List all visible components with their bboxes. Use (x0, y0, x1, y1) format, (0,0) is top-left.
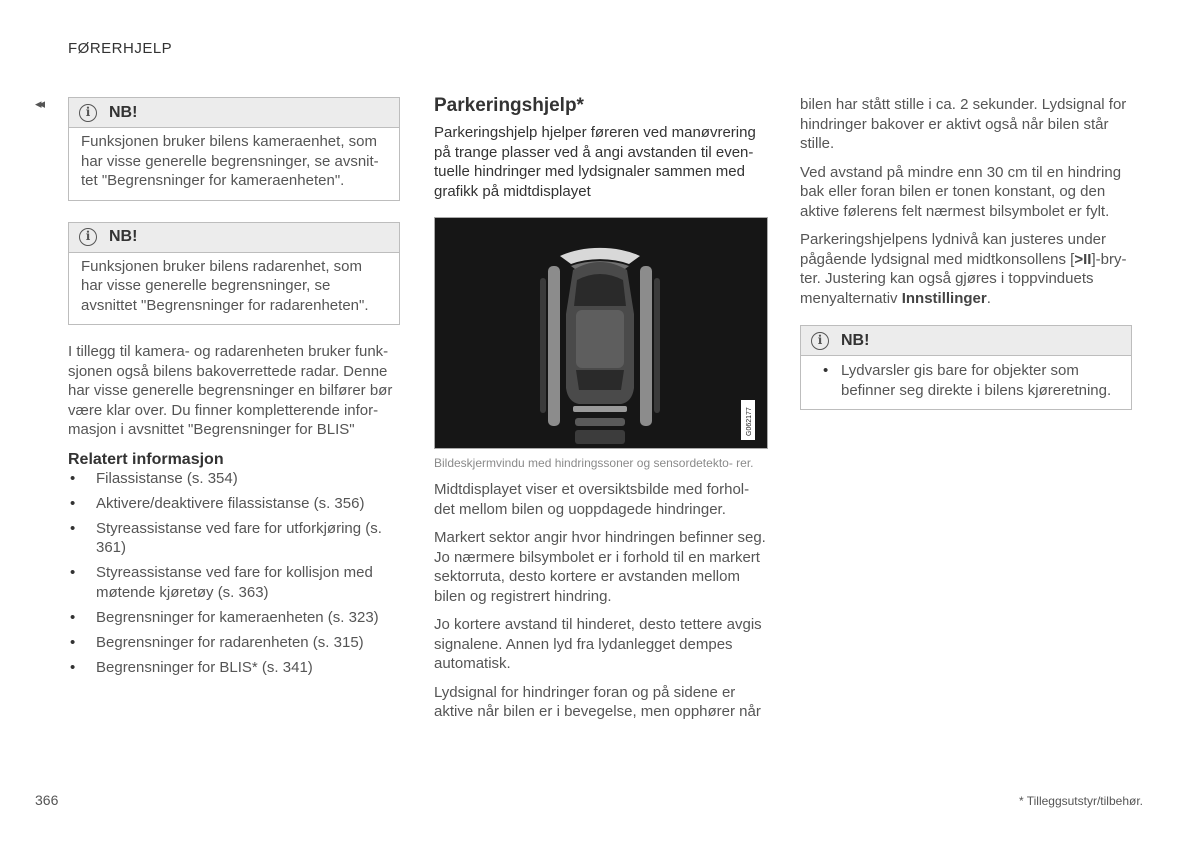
figure-caption: Bildeskjermvindu med hindringssoner og sensordetekto- rer. (434, 456, 754, 470)
note-header (801, 326, 1131, 356)
car-rear-window (576, 370, 624, 390)
note-title: NB! (109, 103, 138, 121)
body-paragraph: Midtdisplayet viser et oversiktsbilde med forhol- det mellom bilen og uoppdagede hindringer. (434, 481, 750, 518)
left-sensor-zone (548, 266, 560, 426)
section-header: FØRERHJELP (68, 40, 173, 57)
lead-paragraph: Parkeringshjelp hjelper føreren ved manøvrering på trange plasser ved å angi avstanden til even- tuelle hindringer med lydsignaler sammen med grafikk på midtdisplayet (434, 124, 756, 200)
note-body (69, 128, 399, 200)
note-item: • Lydvarsler gis bare for objekter som befinner seg direkte i bilens kjøreretning. (813, 361, 1119, 400)
note-list (813, 361, 1119, 400)
column-left (68, 97, 400, 683)
related-info-title: Relatert informasjon (68, 450, 224, 468)
body-paragraph: Lydsignal for hindringer foran og på sidene er aktive når bilen er i bevegelse, men opphører når (434, 683, 761, 720)
related-link[interactable]: • Begrensninger for kameraenheten (s. 323) (68, 608, 400, 628)
related-list (68, 469, 400, 678)
body-paragraph: Ved avstand på mindre enn 30 cm til en hindring bak eller foran bilen er tonen konstant, og den aktive følerens felt nærmest bilsymbolet er fylt. (800, 163, 1122, 220)
car-windshield (574, 274, 626, 306)
footnote: * Tilleggsutstyr/tilbehør. (1018, 794, 1143, 808)
body-paragraph: Jo kortere avstand til hinderet, desto tettere avgis signalene. Annen lyd fra lydanlegget dempes automatisk. (434, 616, 762, 672)
note-body (69, 253, 399, 325)
note-text: Funksjonen bruker bilens kameraenhet, som har visse generelle begrensninger, se avsnit- tet "Begrensninger for kameraenheten". (81, 133, 379, 189)
blis-paragraph: I tillegg til kamera- og radarenheten bruker funk- sjonen også bilens bakoverrettede radar. Denne har visse generelle begrensninger en bilfører bør være klar over. Du finner kompletterende infor- masjon i avsnittet "Begrensninger for BLIS" (68, 343, 393, 438)
body-paragraph: bilen har stått stille i ca. 2 sekunder. Lydsignal for hindringer bakover er aktivt også når bilen står stille. (800, 96, 1127, 152)
note-box-sound (800, 325, 1132, 410)
info-icon: i (811, 332, 829, 350)
volume-paragraph (800, 230, 1132, 308)
related-link[interactable]: • Begrensninger for radarenheten (s. 315) (68, 633, 400, 653)
note-box-camera (68, 97, 400, 201)
back-arrows-icon[interactable]: ◂◂ (35, 96, 43, 111)
info-icon: i (79, 104, 97, 122)
note-header (69, 223, 399, 253)
related-link[interactable]: • Begrensninger for BLIS* (s. 341) (68, 658, 400, 678)
car-roof (576, 310, 624, 368)
note-title: NB! (841, 331, 870, 349)
page-title: Parkeringshjelp* (434, 95, 584, 116)
volume-text-a: Parkeringshjelpens lydnivå kan justeres under pågående lydsignal med midtkonsollens [ (800, 231, 1107, 268)
column-middle (434, 95, 768, 731)
column-right (800, 95, 1132, 410)
note-body (801, 356, 1131, 409)
body-paragraph: Markert sektor angir hvor hindringen befinner seg. Jo nærmere bilsymbolet er i forhold til en markert sektorruta, desto kortere er avstanden mellom bilen og registrert hindring. (434, 529, 766, 605)
related-link[interactable]: • Aktivere/deaktivere filassistanse (s. 356) (68, 494, 400, 514)
settings-menu-label: Innstillinger (901, 289, 987, 307)
note-text: Funksjonen bruker bilens radarenhet, som har visse generelle begrensninger, se avsnittet "Begrensninger for radarenheten". (81, 257, 369, 314)
related-link[interactable]: • Styreassistanse ved fare for kollisjon med møtende kjøretøy (s. 363) (68, 563, 400, 602)
info-icon: i (79, 228, 97, 246)
related-link[interactable]: • Filassistanse (s. 354) (68, 469, 400, 489)
parking-display-figure (434, 217, 768, 449)
note-title: NB! (109, 228, 138, 246)
note-box-radar (68, 222, 400, 326)
page-number: 366 (35, 792, 59, 808)
figure-code: G062177 (746, 407, 753, 436)
volume-text-c: . (986, 289, 991, 307)
note-header (69, 98, 399, 128)
related-link[interactable]: • Styreassistanse ved fare for utforkjøring (s. 361) (68, 519, 400, 558)
rear-sensor-zone (573, 406, 627, 412)
parking-sensor-illustration (435, 218, 767, 448)
right-sensor-zone (640, 266, 652, 426)
play-pause-button-label: >II (1074, 250, 1092, 268)
volume-text-b: ]-bry- ter. Justering kan også gjøres i toppvinduets menyalternativ (800, 250, 1127, 307)
